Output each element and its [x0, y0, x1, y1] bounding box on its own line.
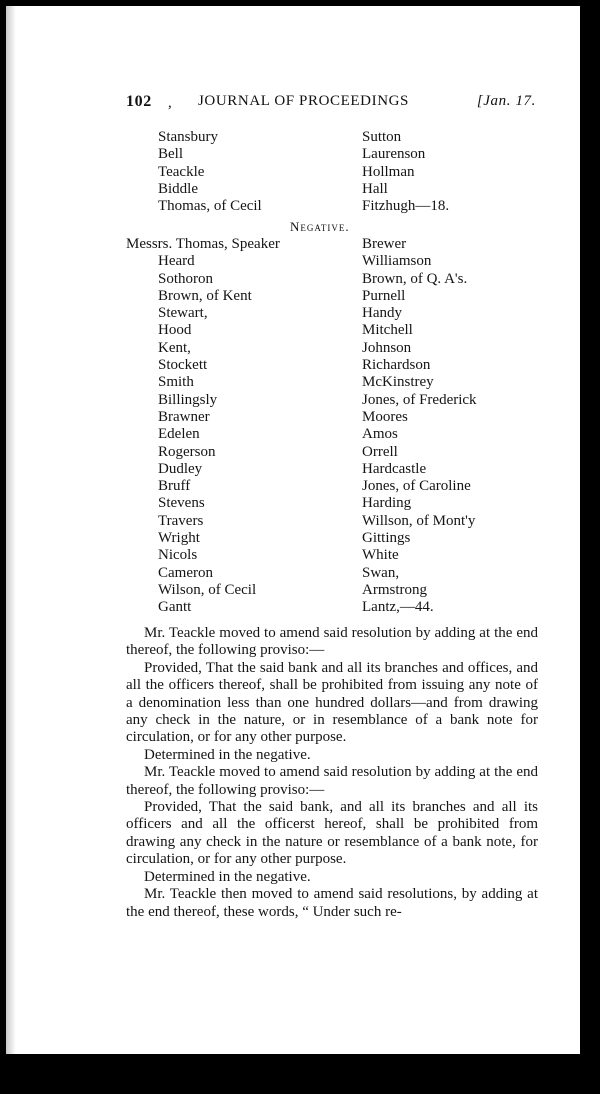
member-name: Brewer	[362, 236, 407, 252]
member-name: Purnell	[362, 287, 406, 304]
member-name: Cameron	[158, 564, 213, 581]
member-name: Kent,	[158, 339, 191, 356]
header-date: [Jan. 17.	[476, 93, 536, 109]
affirmative-total: Fitzhugh—18.	[362, 198, 450, 215]
member-name: Hood	[158, 322, 192, 339]
member-name: Willson, of Mont'y	[362, 512, 476, 529]
member-name: Teackle	[158, 163, 205, 180]
member-name: Heard	[158, 253, 195, 270]
member-name: Richardson	[362, 357, 431, 374]
member-name: Armstrong	[362, 581, 427, 598]
member-name: Sutton	[362, 129, 402, 145]
affirmative-left-column	[158, 129, 358, 215]
proviso-paragraph: Provided, That the said bank and all its branches and offices, and all the officers thereof, shall be prohibited from issuing any note of a denomination less than one hundred dollars—and from drawing any check in the nature, or in resemblance of a bank note for circulation, or for any other purpose.	[126, 659, 538, 746]
proviso-paragraph: Provided, That the said bank, and all its branches and all its officers and all the officerst hereof, shall be prohibited from drawing any check in the nature or resemblance of a bank note, for circulation, or for any other purpose.	[126, 799, 538, 868]
member-name: Brown, of Kent	[158, 287, 252, 304]
determination-paragraph: Determined in the negative.	[144, 868, 311, 885]
motion-paragraph: Mr. Teackle then moved to amend said resolutions, by adding at the end thereof, these words, “ Under such re-	[126, 886, 538, 920]
member-name: Sothoron	[158, 270, 214, 287]
member-name: Bruff	[158, 478, 191, 495]
speaker-name: Messrs. Thomas, Speaker	[126, 236, 280, 252]
negative-heading: Negative.	[290, 219, 350, 234]
member-name: Hall	[362, 180, 388, 197]
member-name: Amos	[362, 426, 398, 443]
member-name: Mitchell	[362, 322, 413, 339]
negative-right-column	[362, 236, 562, 617]
member-name: Stewart,	[158, 305, 208, 322]
member-name: Jones, of Caroline	[362, 478, 471, 495]
member-name: Laurenson	[362, 146, 426, 163]
member-name: Williamson	[362, 253, 432, 270]
member-name: Handy	[362, 305, 402, 322]
proceedings-text	[126, 625, 538, 921]
member-name: Billingsly	[158, 391, 218, 408]
motion-paragraph: Mr. Teackle moved to amend said resolution by adding at the end thereof, the following proviso:—	[126, 625, 538, 659]
member-name: Bell	[158, 146, 183, 163]
member-name: McKinstrey	[362, 374, 434, 391]
member-name: Hardcastle	[362, 460, 427, 477]
member-name: White	[362, 547, 399, 564]
member-name: Hollman	[362, 163, 415, 180]
member-name: Gantt	[158, 599, 192, 616]
page-number: 102	[126, 93, 152, 110]
member-name: Nicols	[158, 547, 198, 564]
member-name: Thomas, of Cecil	[158, 198, 262, 215]
member-name: Dudley	[158, 460, 203, 477]
member-name: Stockett	[158, 357, 208, 374]
member-name: Biddle	[158, 180, 198, 197]
header-separator: ,	[168, 95, 173, 111]
negative-total: Lantz,—44.	[362, 599, 434, 616]
member-name: Orrell	[362, 443, 398, 460]
member-name: Edelen	[158, 426, 200, 443]
determination-paragraph: Determined in the negative.	[144, 746, 311, 763]
member-name: Travers	[158, 512, 204, 529]
member-name: Jones, of Frederick	[362, 391, 477, 408]
member-name: Brawner	[158, 408, 210, 425]
negative-left-column	[126, 236, 358, 617]
member-name: Stansbury	[158, 129, 218, 145]
affirmative-right-column	[362, 129, 562, 215]
member-name: Harding	[362, 495, 412, 512]
member-name: Stevens	[158, 495, 205, 512]
motion-paragraph: Mr. Teackle moved to amend said resolution by adding at the end thereof, the following proviso:—	[126, 764, 538, 798]
member-name: Swan,	[362, 564, 400, 581]
member-name: Wilson, of Cecil	[158, 581, 257, 598]
member-name: Rogerson	[158, 443, 216, 460]
member-name: Moores	[362, 408, 408, 425]
journal-title: JOURNAL OF PROCEEDINGS	[198, 93, 409, 109]
member-name: Gittings	[362, 530, 411, 547]
member-name: Brown, of Q. A's.	[362, 270, 468, 287]
member-name: Johnson	[362, 339, 412, 356]
member-name: Smith	[158, 374, 194, 391]
member-name: Wright	[158, 530, 200, 547]
